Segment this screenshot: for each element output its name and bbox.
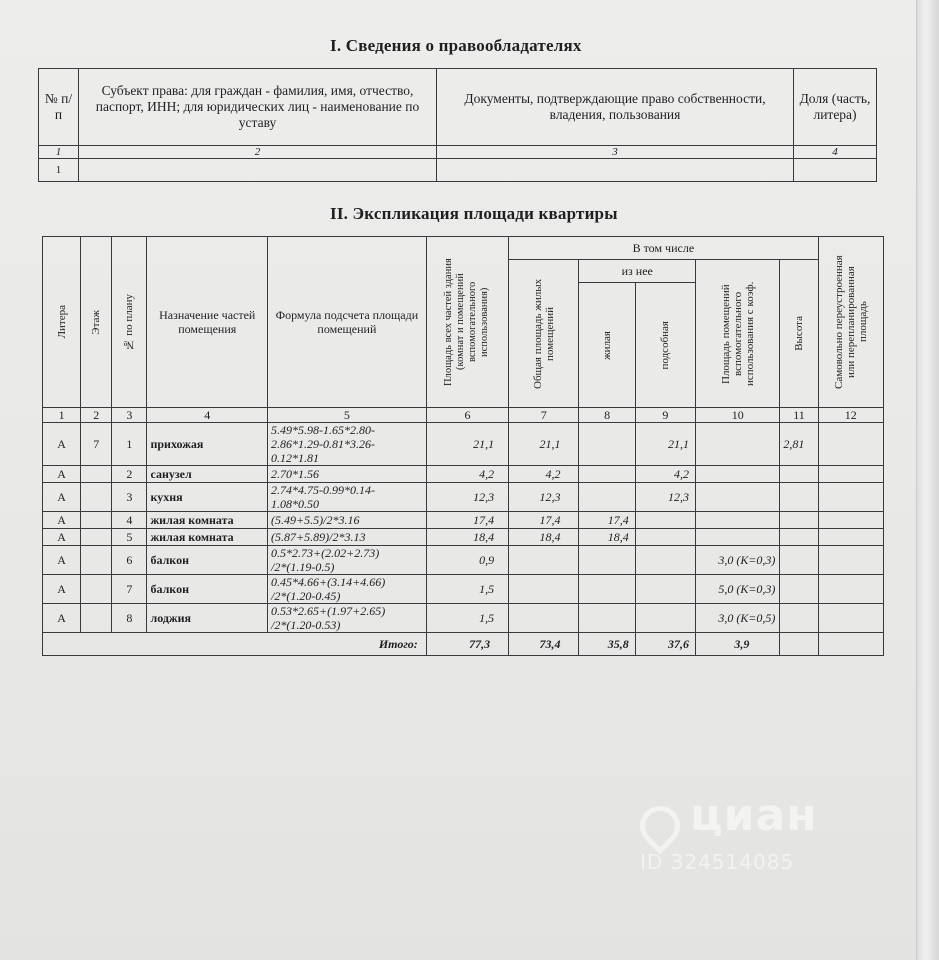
table-row [39, 159, 877, 182]
living-cell [579, 483, 635, 512]
formula-line: 0.12*1.81 [271, 451, 320, 465]
header-plan-no: № по плану [123, 293, 136, 351]
litera-cell: А [43, 483, 81, 512]
formula-cell [268, 483, 427, 512]
col-number: 4 [147, 408, 268, 423]
aux-cell [635, 604, 695, 633]
litera-cell: А [43, 575, 81, 604]
col-number: 11 [780, 408, 818, 423]
purpose-cell: жилая комната [147, 529, 268, 546]
col-number: 5 [268, 408, 427, 423]
section2-title: II. Экспликация площади квартиры [330, 204, 618, 223]
total-living: 35,8 [579, 633, 635, 656]
table-row [43, 512, 884, 529]
unauth-cell [818, 466, 883, 483]
col-number: 7 [509, 408, 579, 423]
unauth-cell [818, 575, 883, 604]
floor-cell: 7 [81, 423, 112, 466]
living-total-cell [509, 546, 579, 575]
aux-coef-cell [696, 466, 780, 483]
formula-cell [268, 512, 427, 529]
col-number: 8 [579, 408, 635, 423]
table-row [43, 575, 884, 604]
formula-line: 5.49*5.98-1.65*2.80- [271, 423, 376, 437]
area-cell: 17,4 [426, 512, 508, 529]
floor-cell [81, 466, 112, 483]
purpose-cell: балкон [147, 575, 268, 604]
col-number: 3 [112, 408, 147, 423]
formula-line: 0.53*2.65+(1.97+2.65) [271, 604, 386, 618]
formula-line: /2*(1.19-0.5) [271, 560, 335, 574]
col-number: 2 [81, 408, 112, 423]
col-number: 6 [426, 408, 508, 423]
table-row [43, 546, 884, 575]
formula-line: 1.08*0.50 [271, 497, 320, 511]
plan-no-cell: 1 [112, 423, 147, 466]
area-cell: 21,1 [426, 423, 508, 466]
table-row [43, 466, 884, 483]
owners-header-cell: Доля (часть, литера) [794, 69, 877, 146]
formula-line: /2*(1.20-0.45) [271, 589, 341, 603]
living-total-cell: 18,4 [509, 529, 579, 546]
total-area: 77,3 [426, 633, 508, 656]
floor-cell [81, 575, 112, 604]
floor-cell [81, 483, 112, 512]
area-cell: 18,4 [426, 529, 508, 546]
formula-line: (5.87+5.89)/2*3.13 [271, 530, 366, 544]
floor-cell [81, 512, 112, 529]
living-total-cell: 21,1 [509, 423, 579, 466]
owners-header-cell: Документы, подтверждающие право собственности, владения, пользования [437, 69, 794, 146]
total-empty [818, 633, 883, 656]
formula-cell [268, 546, 427, 575]
height-cell [780, 512, 818, 529]
total-row [43, 633, 884, 656]
table-row [43, 483, 884, 512]
height-cell [780, 529, 818, 546]
aux-coef-cell [696, 483, 780, 512]
formula-line: 0.45*4.66+(3.14+4.66) [271, 575, 386, 589]
unauth-cell [818, 546, 883, 575]
col-number: 1 [43, 408, 81, 423]
header-litera: Литера [55, 305, 68, 339]
living-cell [579, 575, 635, 604]
living-total-cell [509, 604, 579, 633]
owners-col-number: 4 [794, 146, 877, 159]
litera-cell: А [43, 512, 81, 529]
formula-line: 0.5*2.73+(2.02+2.73) [271, 546, 380, 560]
area-cell: 12,3 [426, 483, 508, 512]
aux-cell [635, 529, 695, 546]
living-cell [579, 466, 635, 483]
col-number: 9 [635, 408, 695, 423]
owners-header-cell: Субъект права: для граждан - фамилия, имя, отчество, паспорт, ИНН; для юридических лиц - наименование по уставу [79, 69, 437, 146]
table-row [43, 529, 884, 546]
living-total-cell: 17,4 [509, 512, 579, 529]
purpose-cell: лоджия [147, 604, 268, 633]
header-of-which: из нее [579, 260, 696, 283]
plan-no-cell: 6 [112, 546, 147, 575]
floor-cell [81, 529, 112, 546]
living-cell [579, 546, 635, 575]
formula-line: (5.49+5.5)/2*3.16 [271, 513, 360, 527]
total-label: Итого: [43, 633, 427, 656]
purpose-cell: жилая комната [147, 512, 268, 529]
purpose-cell: балкон [147, 546, 268, 575]
total-empty [780, 633, 818, 656]
unauth-cell [818, 423, 883, 466]
header-unauth: Самовольно переустроенная или перепланированная площадь [832, 255, 869, 389]
col-number: 12 [818, 408, 883, 423]
watermark-id: ID 324514085 [640, 850, 795, 875]
formula-line: 2.74*4.75-0.99*0.14- [271, 483, 376, 497]
aux-cell: 21,1 [635, 423, 695, 466]
owners-header-cell: № п/п [39, 69, 79, 146]
area-cell: 4,2 [426, 466, 508, 483]
owners-cell [437, 159, 794, 182]
owners-table [38, 68, 877, 182]
header-living: жилая [601, 330, 614, 360]
height-cell: 2,81 [780, 423, 818, 466]
owners-col-number: 2 [79, 146, 437, 159]
total-living-total: 73,4 [509, 633, 579, 656]
header-floor: Этаж [90, 309, 103, 335]
living-cell [579, 423, 635, 466]
living-total-cell: 4,2 [509, 466, 579, 483]
header-formula: Формула подсчета площади помещений [268, 237, 427, 408]
plan-no-cell: 7 [112, 575, 147, 604]
aux-coef-cell [696, 529, 780, 546]
aux-cell: 4,2 [635, 466, 695, 483]
floor-cell [81, 604, 112, 633]
formula-cell [268, 423, 427, 466]
formula-cell [268, 529, 427, 546]
table-row [43, 604, 884, 633]
owners-cell [794, 159, 877, 182]
living-total-cell [509, 575, 579, 604]
aux-coef-cell: 3,0 (К=0,3) [696, 546, 780, 575]
header-living-total: Общая площадь жилых помещений [531, 278, 556, 389]
owners-col-number: 1 [39, 146, 79, 159]
table-row [43, 423, 884, 466]
aux-cell: 12,3 [635, 483, 695, 512]
litera-cell: А [43, 604, 81, 633]
formula-line: /2*(1.20-0.53) [271, 618, 341, 632]
living-cell [579, 604, 635, 633]
aux-coef-cell [696, 423, 780, 466]
aux-coef-cell: 5,0 (К=0,3) [696, 575, 780, 604]
litera-cell: А [43, 466, 81, 483]
header-incl: В том числе [509, 237, 818, 260]
explication-table [42, 236, 884, 656]
header-aux: подсобная [659, 320, 672, 370]
purpose-cell: санузел [147, 466, 268, 483]
plan-no-cell: 5 [112, 529, 147, 546]
purpose-cell: прихожая [147, 423, 268, 466]
height-cell [780, 575, 818, 604]
formula-cell [268, 575, 427, 604]
living-cell: 18,4 [579, 529, 635, 546]
plan-no-cell: 3 [112, 483, 147, 512]
aux-coef-cell [696, 512, 780, 529]
watermark-logo: циан [690, 790, 818, 841]
height-cell [780, 483, 818, 512]
formula-line: 2.86*1.29-0.81*3.26- [271, 437, 376, 451]
plan-no-cell: 4 [112, 512, 147, 529]
location-pin-icon [632, 798, 689, 855]
aux-cell [635, 512, 695, 529]
header-height: Высота [793, 316, 805, 351]
formula-line: 2.70*1.56 [271, 467, 320, 481]
page-edge [916, 0, 939, 960]
height-cell [780, 466, 818, 483]
floor-cell [81, 546, 112, 575]
aux-cell [635, 546, 695, 575]
aux-coef-cell: 3,0 (К=0,5) [696, 604, 780, 633]
owners-cell [79, 159, 437, 182]
area-cell: 0,9 [426, 546, 508, 575]
unauth-cell [818, 604, 883, 633]
litera-cell: А [43, 529, 81, 546]
living-total-cell: 12,3 [509, 483, 579, 512]
purpose-cell: кухня [147, 483, 268, 512]
plan-no-cell: 2 [112, 466, 147, 483]
formula-cell [268, 604, 427, 633]
aux-cell [635, 575, 695, 604]
col-number: 10 [696, 408, 780, 423]
living-cell: 17,4 [579, 512, 635, 529]
owners-cell: 1 [39, 159, 79, 182]
owners-col-number: 3 [437, 146, 794, 159]
section1-title: I. Сведения о правообладателях [330, 36, 582, 55]
plan-no-cell: 8 [112, 604, 147, 633]
area-cell: 1,5 [426, 604, 508, 633]
area-cell: 1,5 [426, 575, 508, 604]
header-total-area: Площадь всех частей здания (комнат и помещений вспомогательного использования) [443, 258, 491, 386]
litera-cell: А [43, 546, 81, 575]
unauth-cell [818, 483, 883, 512]
height-cell [780, 546, 818, 575]
header-purpose: Назначение частей помещения [147, 237, 268, 408]
unauth-cell [818, 529, 883, 546]
header-aux-coef: Площадь помещений вспомогательного использования с коэф. [719, 281, 756, 386]
litera-cell: А [43, 423, 81, 466]
total-coef: 3,9 [696, 633, 780, 656]
total-aux: 37,6 [635, 633, 695, 656]
height-cell [780, 604, 818, 633]
unauth-cell [818, 512, 883, 529]
formula-cell [268, 466, 427, 483]
watermark [640, 790, 818, 874]
